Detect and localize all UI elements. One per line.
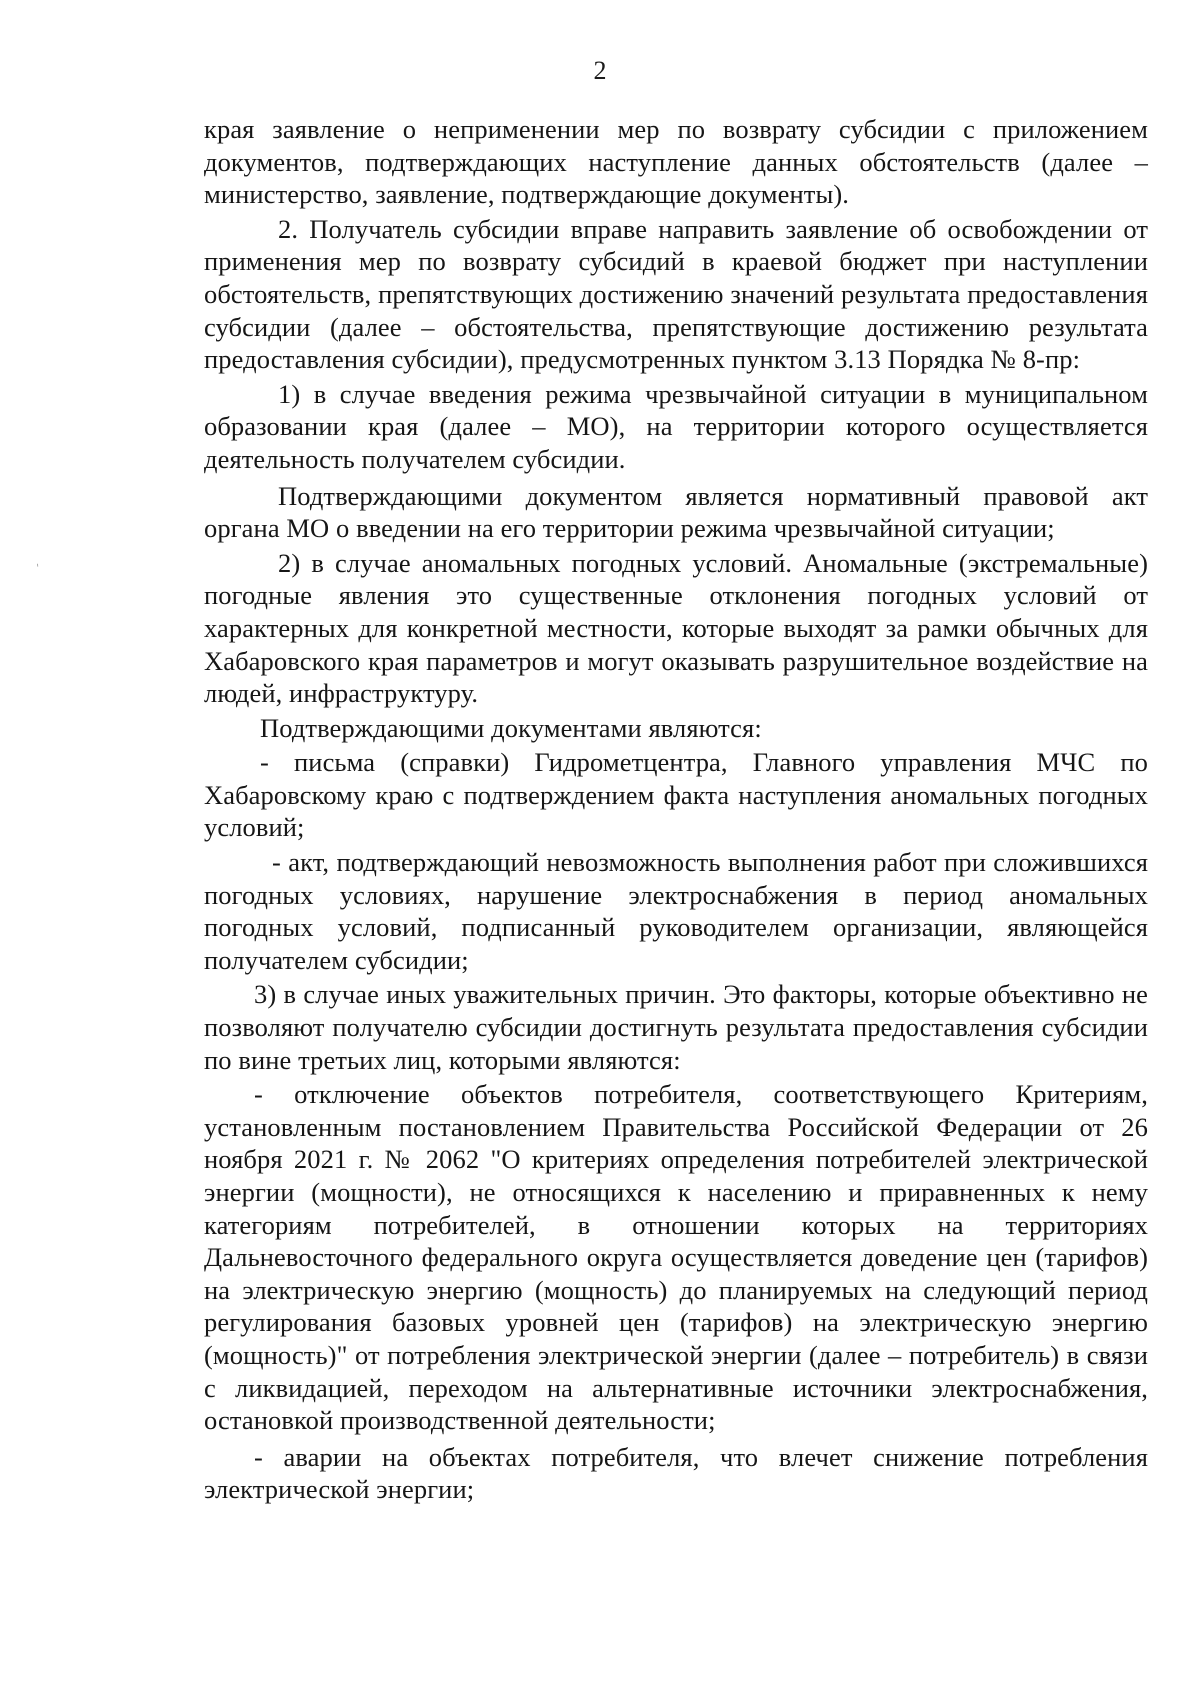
paragraph-continuation: края заявление о неприменении мер по возврату субсидии с приложением документов, подтверждающих наступление данных обстоятельств (далее – министерство, заявление, подтверждающие документы). xyxy=(204,114,1148,210)
paragraph-clause-2: 2. Получатель субсидии вправе направить заявление об освобождении от применения мер по возврату субсидий в краевой бюджет при наступлении обстоятельств, препятствующих достижению значений результата предоставления субсидии (далее – обстоятельства, препятствующие достижению результата предоставления субсидии), предусмотренных пунктом 3.13 Порядка № 8-пр: xyxy=(204,213,1148,375)
paragraph-case-1-documents: Подтверждающими документом является нормативный правовой акт органа МО о введении на его территории режима чрезвычайной ситуации; xyxy=(204,480,1148,544)
paragraph-case-2: 2) в случае аномальных погодных условий. Аномальные (экстремальные) погодные явления это существенные отклонения погодных условий от характерных для конкретной местности, которые выходят за рамки обычных для Хабаровского края параметров и могут оказывать разрушительное воздействие на людей, инфраструктуру. xyxy=(204,547,1148,709)
list-item-letters: - письма (справки) Гидрометцентра, Главного управления МЧС по Хабаровскому краю с подтверждением факта наступления аномальных погодных условий; xyxy=(204,747,1148,843)
scan-artifact-mark: ˎ xyxy=(34,553,48,569)
list-item-accidents: - аварии на объектах потребителя, что влечет снижение потребления электрической энергии; xyxy=(204,1441,1148,1505)
list-item-disconnection: - отключение объектов потребителя, соответствующего Критериям, установленным постановлением Правительства Российской Федерации от 26 ноября 2021 г. № 2062 "О критериях определения потребителей электрической энергии (мощности), не относящихся к населению и приравненных к нему категориям потребителей, в отношении которых на территориях Дальневосточного федерального округа осуществляется доведение цен (тарифов) на электрическую энергию (мощность) до планируемых на следующий период регулирования базовых уровней цен (тарифов) на электрическую энергию (мощность)" от потребления электрической энергии (далее – потребитель) в связи с ликвидацией, переходом на альтернативные источники электроснабжения, остановкой производственной деятельности; xyxy=(204,1079,1148,1436)
paragraph-case-3: 3) в случае иных уважительных причин. Это факторы, которые объективно не позволяют получателю субсидии достигнуть результата предоставления субсидии по вине третьих лиц, которыми являются: xyxy=(204,979,1148,1075)
paragraph-case-2-documents-heading: Подтверждающими документами являются: xyxy=(260,712,762,743)
document-body xyxy=(204,113,1148,1506)
paragraph-case-1: 1) в случае введения режима чрезвычайной ситуации в муниципальном образовании края (далее – МО), на территории которого осуществляется деятельность получателем субсидии. xyxy=(204,378,1148,474)
page-number: 2 xyxy=(593,56,607,85)
list-item-act: - акт, подтверждающий невозможность выполнения работ при сложившихся погодных условиях, нарушение электроснабжения в период аномальных погодных условий, подписанный руководителем организации, являющейся получателем субсидии; xyxy=(204,847,1148,975)
